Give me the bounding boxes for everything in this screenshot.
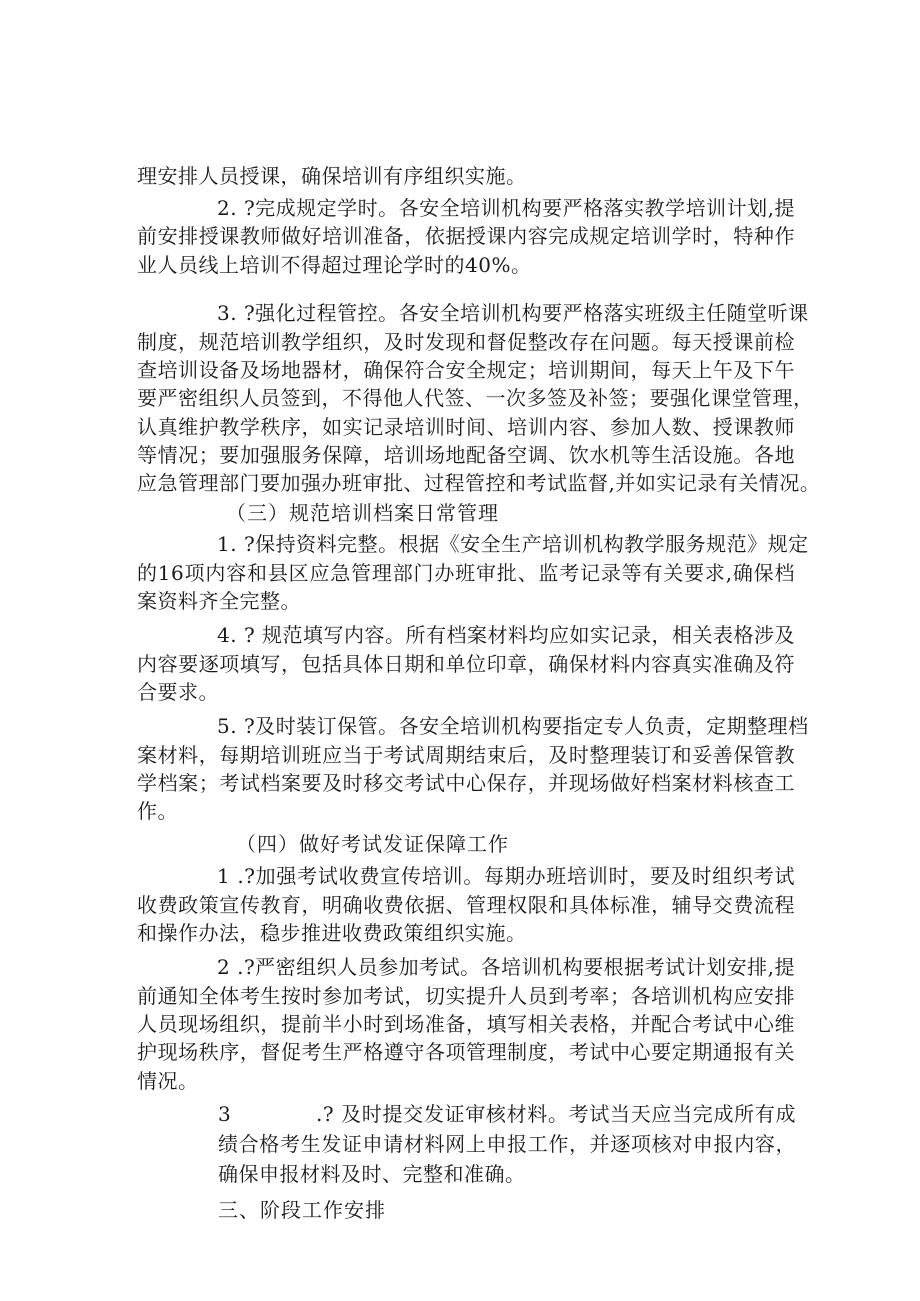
paragraph-line: 合要求。 (137, 680, 219, 704)
paragraph-line: 2. ?完成规定学时。各安全培训机构要严格落实教学培训计划,提 (217, 196, 796, 220)
paragraph-line: 和操作办法，稳步推进收费政策组织实施。 (137, 921, 527, 945)
section-heading: 三、阶段工作安排 (218, 1198, 386, 1222)
paragraph-line: 前安排授课教师做好培训准备，依据授课内容完成规定培训学时，特种作 (137, 224, 795, 248)
paragraph-line: 5. ?及时装订保管。各安全培训机构要指定专人负责，定期整理档 (217, 714, 809, 738)
paragraph-line: 的16项内容和县区应急管理部门办班审批、监考记录等有关要求,确保档 (137, 561, 795, 585)
paragraph-line: 应急管理部门要加强办班审批、过程管控和考试监督,并如实记录有关情况。 (137, 471, 821, 495)
paragraph-line: 确保申报材料及时、完整和准确。 (218, 1162, 526, 1186)
paragraph-line: 护现场秩序，督促考生严格遵守各项管理制度，考试中心要定期通报有关 (137, 1040, 795, 1064)
paragraph-line: 认真维护教学秩序，如实记录培训时间、培训内容、参加人数、授课教师 (137, 415, 795, 439)
section-heading: （三）规范培训档案日常管理 (226, 501, 499, 525)
paragraph-line: 案资料齐全完整。 (137, 589, 301, 613)
paragraph-line: 案材料，每期培训班应当于考试周期结束后，及时整理装订和妥善保管教 (137, 743, 795, 767)
paragraph-line: 查培训设备及场地器材，确保符合安全规定；培训期间，每天上午及下午 (137, 358, 795, 382)
paragraph-line: 内容要逐项填写，包括具体日期和单位印章，确保材料内容真实准确及符 (137, 652, 795, 676)
paragraph-line: .? 及时提交发证审核材料。考试当天应当完成所有成 (316, 1102, 796, 1126)
paragraph-line: 2 .?严密组织人员参加考试。各培训机构要根据考试计划安排,提 (217, 955, 796, 979)
paragraph-line: 作。 (137, 799, 178, 823)
paragraph-line: 制度，规范培训教学组织，及时发现和督促整改存在问题。每天授课前检 (137, 330, 795, 354)
paragraph-line: 前通知全体考生按时参加考试，切实提升人员到考率；各培训机构应安排 (137, 984, 795, 1008)
section-heading: （四）做好考试发证保障工作 (236, 832, 509, 856)
paragraph-line: 情况。 (137, 1069, 199, 1093)
paragraph-line: 3. ?强化过程管控。各安全培训机构要严格落实班级主任随堂听课 (217, 301, 809, 325)
paragraph-line: 人员现场组织，提前半小时到场准备，填写相关表格，并配合考试中心维 (137, 1012, 795, 1036)
paragraph-line: 要严密组织人员签到，不得他人代签、一次多签及补签；要强化课堂管理， (137, 386, 814, 410)
item-number: 3 (218, 1102, 232, 1126)
paragraph-line: 学档案；考试档案要及时移交考试中心保存，并现场做好档案材料核查工 (137, 771, 795, 795)
paragraph-line: 收费政策宣传教育，明确收费依据、管理权限和具体标准，辅导交费流程 (137, 893, 795, 917)
paragraph-line: 绩合格考生发证申请材料网上申报工作，并逐项核对申报内容， (218, 1132, 796, 1156)
paragraph-line: 等情况；要加强服务保障，培训场地配备空调、饮水机等生活设施。各地 (137, 443, 795, 467)
paragraph-line: 业人员线上培训不得超过理论学时的40%。 (137, 253, 532, 277)
paragraph-line: 4. ? 规范填写内容。所有档案材料均应如实记录，相关表格涉及 (217, 623, 796, 647)
paragraph-line: 1. ?保持资料完整。根据《安全生产培训机构教学服务规范》规定 (217, 532, 809, 556)
paragraph-line: 理安排人员授课，确保培训有序组织实施。 (137, 164, 527, 188)
paragraph-line: 1 .?加强考试收费宣传培训。每期办班培训时，要及时组织考试 (217, 864, 795, 888)
